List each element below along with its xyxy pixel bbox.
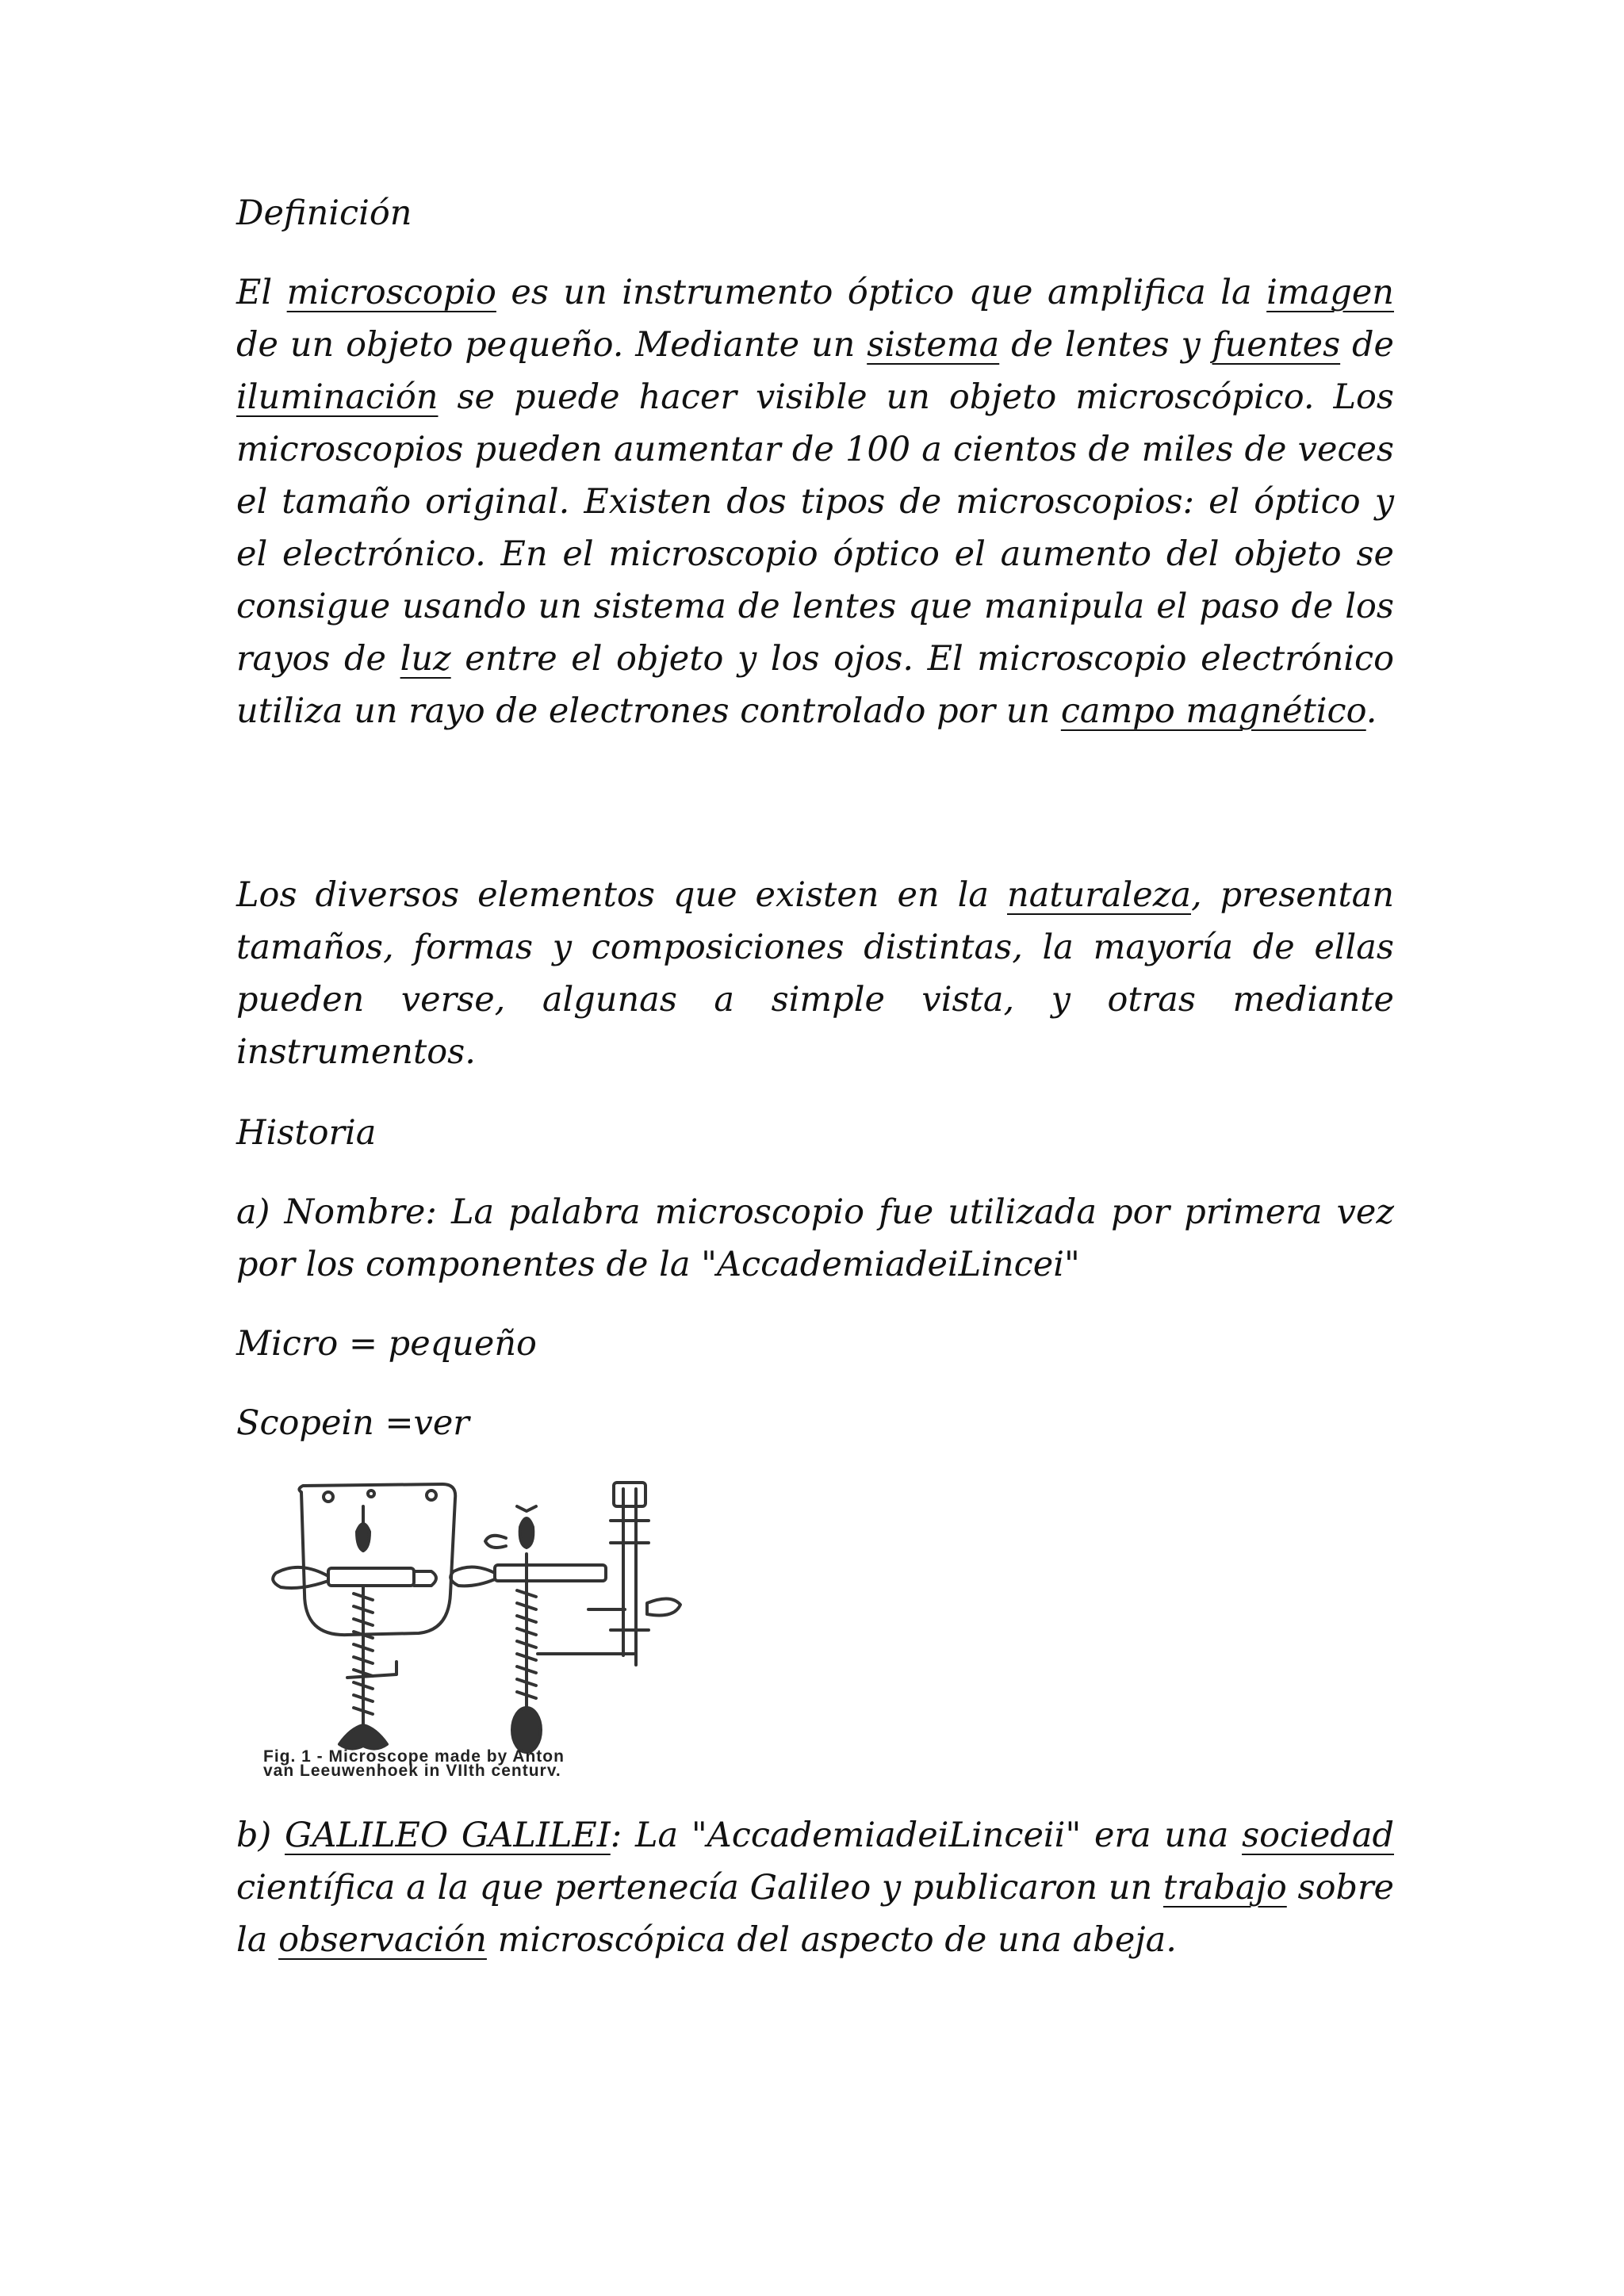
link-sistema[interactable]: sistema (867, 325, 1000, 365)
text-run: entre el objeto y los ojos. El microscopio electrónico utiliza un rayo de electrones controlado por un (236, 639, 1394, 731)
text-run: El (236, 273, 287, 312)
text-run: . (1365, 691, 1377, 731)
link-luz[interactable]: luz (400, 639, 451, 679)
text-run: científica a la que pertenecía Galileo y publicaron un (236, 1868, 1163, 1908)
text-run: microscópica del aspecto de una abeja. (486, 1920, 1177, 1960)
link-trabajo[interactable]: trabajo (1162, 1868, 1287, 1908)
link-naturaleza[interactable]: naturaleza (1007, 875, 1191, 915)
link-fuentes[interactable]: fuentes (1212, 325, 1341, 365)
text-run: , presentan tamaños, formas y composiciones distintas, la mayoría de ellas pueden verse, algunas a simple vista, y otras mediante instrumentos. (236, 875, 1395, 1072)
heading-definicion: Definición (236, 193, 412, 233)
paragraph-naturaleza (236, 869, 1394, 1078)
etymology-micro: Micro = pequeño (236, 1324, 537, 1364)
specimen-holder (357, 1524, 370, 1551)
text-run: Los diversos elementos que existen en la (236, 875, 1007, 915)
microscope-figure (252, 1475, 736, 1776)
paragraph-nombre: a) Nombre: La palabra microscopio fue utilizada por primera vez por los componentes de la "AccademiadeiLincei" (236, 1192, 1394, 1284)
paragraph-definicion (236, 266, 1394, 737)
leeuwenhoek-microscope-drawing (252, 1475, 736, 1776)
text-run: de un objeto pequeño. Mediante un (236, 325, 868, 365)
link-observacion[interactable]: observación (278, 1920, 487, 1960)
link-imagen[interactable]: imagen (1266, 273, 1394, 312)
text-run: : La "AccademiadeiLinceii" era una (610, 1816, 1243, 1855)
thumbscrew-right (512, 1708, 541, 1752)
text-run: sobre la (236, 1868, 1394, 1960)
figure-caption-line2: van Leeuwenhoek in VIIth century. (263, 1762, 561, 1776)
etymology-scopein: Scopein =ver (236, 1403, 469, 1443)
plate-outline (299, 1484, 455, 1635)
paragraph-galileo (236, 1809, 1394, 1966)
link-campo-magnetico[interactable]: campo magnético (1060, 691, 1366, 731)
link-microscopio[interactable]: microscopio (286, 273, 496, 312)
figure-caption-line1: Fig. 1 - Microscope made by Anton (263, 1747, 565, 1766)
link-sociedad[interactable]: sociedad (1242, 1816, 1394, 1855)
text-run: se puede hacer visible un objeto microscópico. Los microscopios pueden aumentar de 100 a cientos de miles de veces el tamaño original. Existen dos tipos de microscopios: el óptico y el electrónico. En el microscopio óptico el aumento del objeto se consigue usando un sistema de lentes que manipula el paso de los rayos de (236, 377, 1394, 679)
thumbscrew-left (339, 1725, 387, 1749)
link-iluminacion[interactable]: iluminación (236, 377, 439, 417)
link-galileo-galilei[interactable]: GALILEO GALILEI (285, 1816, 611, 1855)
text-run: b) (236, 1816, 285, 1855)
heading-historia: Historia (236, 1113, 377, 1153)
text-run: de lentes y (999, 325, 1212, 365)
text-run: es un instrumento óptico que amplifica la (496, 273, 1267, 312)
text-run: de (1340, 325, 1394, 365)
